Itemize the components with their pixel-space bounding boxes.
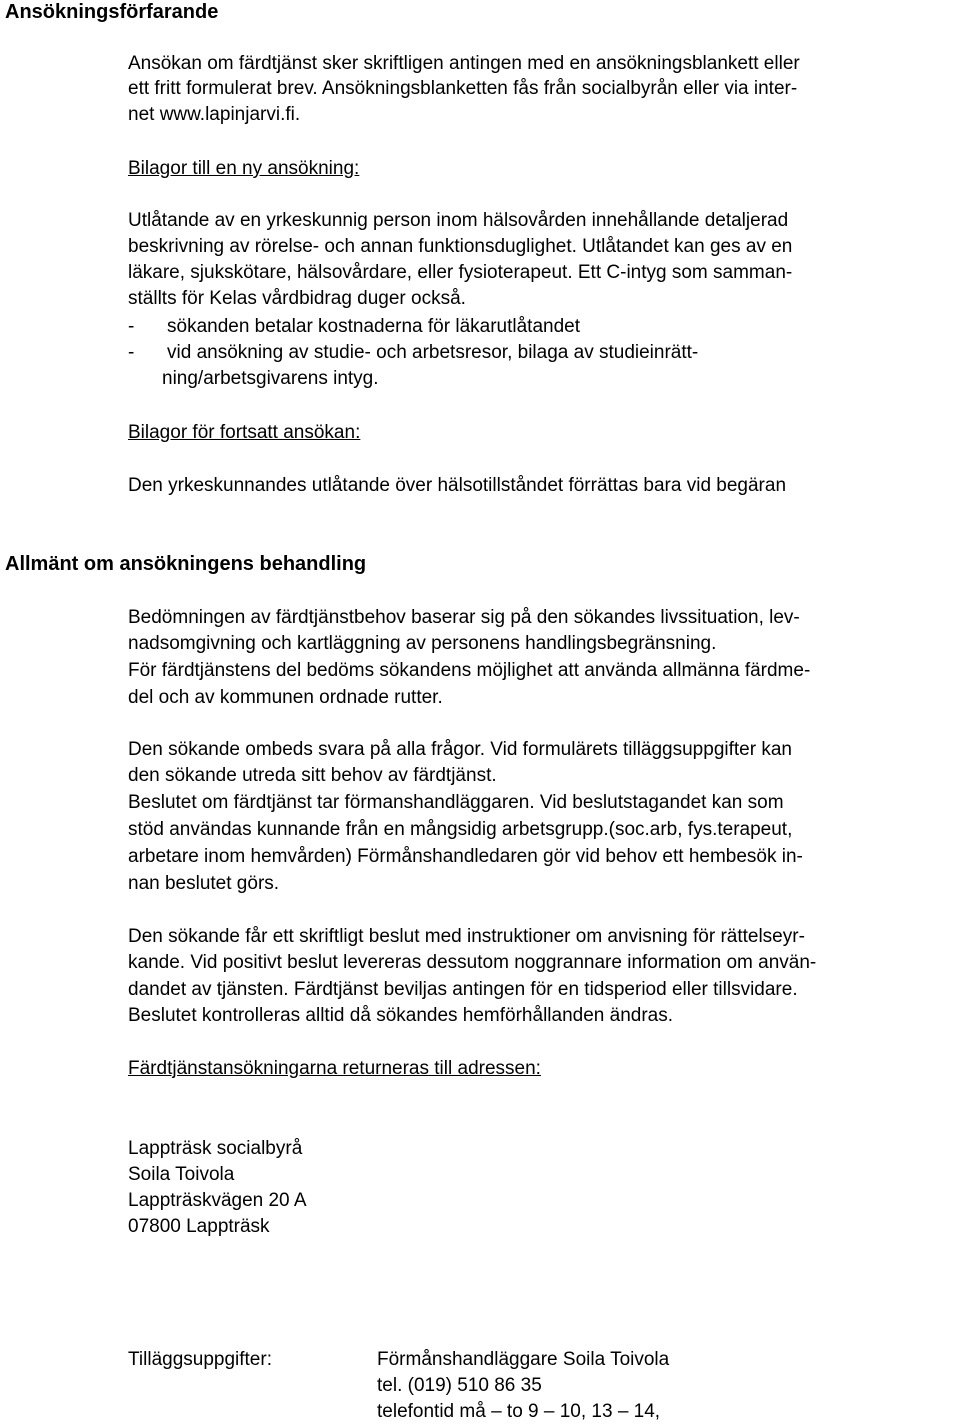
text-line: arbetare inom hemvården) Förmånshandledaren gör vid behov ett hembesök in- (128, 846, 803, 867)
text-line: Utlåtande av en yrkeskunnig person inom hälsovården innehållande detaljerad (128, 210, 789, 231)
text-line: del och av kommunen ordnade rutter. (128, 687, 443, 708)
list-item-text: vid ansökning av studie- och arbetsresor, bilaga av studieinrätt- (167, 342, 699, 363)
text-line: Den yrkeskunnandes utlåtande över hälsotillståndet förrättas bara vid begäran (128, 475, 787, 496)
address-line: Soila Toivola (128, 1164, 235, 1185)
subheading-new-application-attachments: Bilagor till en ny ansökning: (128, 158, 360, 179)
text-line: Ansökan om färdtjänst sker skriftligen antingen med en ansökningsblankett eller (128, 53, 800, 74)
address-line: Lappträskvägen 20 A (128, 1190, 307, 1211)
text-line: stöd användas kunnande från en mångsidig arbetsgrupp.(soc.arb, fys.terapeut, (128, 819, 793, 840)
contact-label: Tilläggsuppgifter: (128, 1349, 272, 1370)
contact-phone: tel. (019) 510 86 35 (377, 1375, 542, 1396)
text-line: nadsomgivning och kartläggning av personens handlingsbegränsning. (128, 633, 717, 654)
text-line: den sökande utreda sitt behov av färdtjänst. (128, 765, 497, 786)
text-line: beskrivning av rörelse- och annan funktionsduglighet. Utlåtandet kan ges av en (128, 236, 793, 257)
subheading-return-address: Färdtjänstansökningarna returneras till adressen: (128, 1058, 541, 1079)
bullet-dash: - (128, 316, 135, 337)
text-line: net www.lapinjarvi.fi. (128, 104, 301, 125)
text-line: nan beslutet görs. (128, 873, 280, 894)
contact-line: Förmånshandläggare Soila Toivola (377, 1349, 670, 1370)
address-line: Lappträsk socialbyrå (128, 1138, 303, 1159)
text-line: läkare, sjukskötare, hälsovårdare, eller fysioterapeut. Ett C-intyg som samman- (128, 262, 793, 283)
text-line: Den sökande får ett skriftligt beslut med instruktioner om anvisning för rättelseyr- (128, 926, 805, 947)
subheading-continued-application-attachments: Bilagor för fortsatt ansökan: (128, 422, 361, 443)
contact-phone-hours: telefontid må – to 9 – 10, 13 – 14, (377, 1401, 661, 1422)
bullet-dash: - (128, 342, 135, 363)
list-item-text-continued: ning/arbetsgivarens intyg. (162, 368, 379, 389)
text-line: ett fritt formulerat brev. Ansökningsblanketten fås från socialbyrån eller via inter- (128, 78, 798, 99)
text-line: Beslutet om färdtjänst tar förmanshandläggaren. Vid beslutstagandet kan som (128, 792, 784, 813)
text-line: kande. Vid positivt beslut levereras dessutom noggrannare information om använ- (128, 952, 817, 973)
address-line: 07800 Lappträsk (128, 1216, 270, 1237)
text-line: ställts för Kelas vårdbidrag duger också. (128, 288, 466, 309)
text-line: Beslutet kontrolleras alltid då sökandes hemförhållanden ändras. (128, 1005, 673, 1026)
text-line: Den sökande ombeds svara på alla frågor. Vid formulärets tilläggsuppgifter kan (128, 739, 792, 760)
text-line: dandet av tjänsten. Färdtjänst beviljas antingen för en tidsperiod eller tillsvidare. (128, 979, 798, 1000)
section-heading-application-handling: Allmänt om ansökningens behandling (5, 553, 367, 575)
list-item-text: sökanden betalar kostnaderna för läkarutlåtandet (167, 316, 580, 337)
section-heading-application-procedure: Ansökningsförfarande (5, 1, 219, 23)
text-line: För färdtjänstens del bedöms sökandens möjlighet att använda allmänna färdme- (128, 660, 811, 681)
text-line: Bedömningen av färdtjänstbehov baserar sig på den sökandes livssituation, lev- (128, 607, 800, 628)
